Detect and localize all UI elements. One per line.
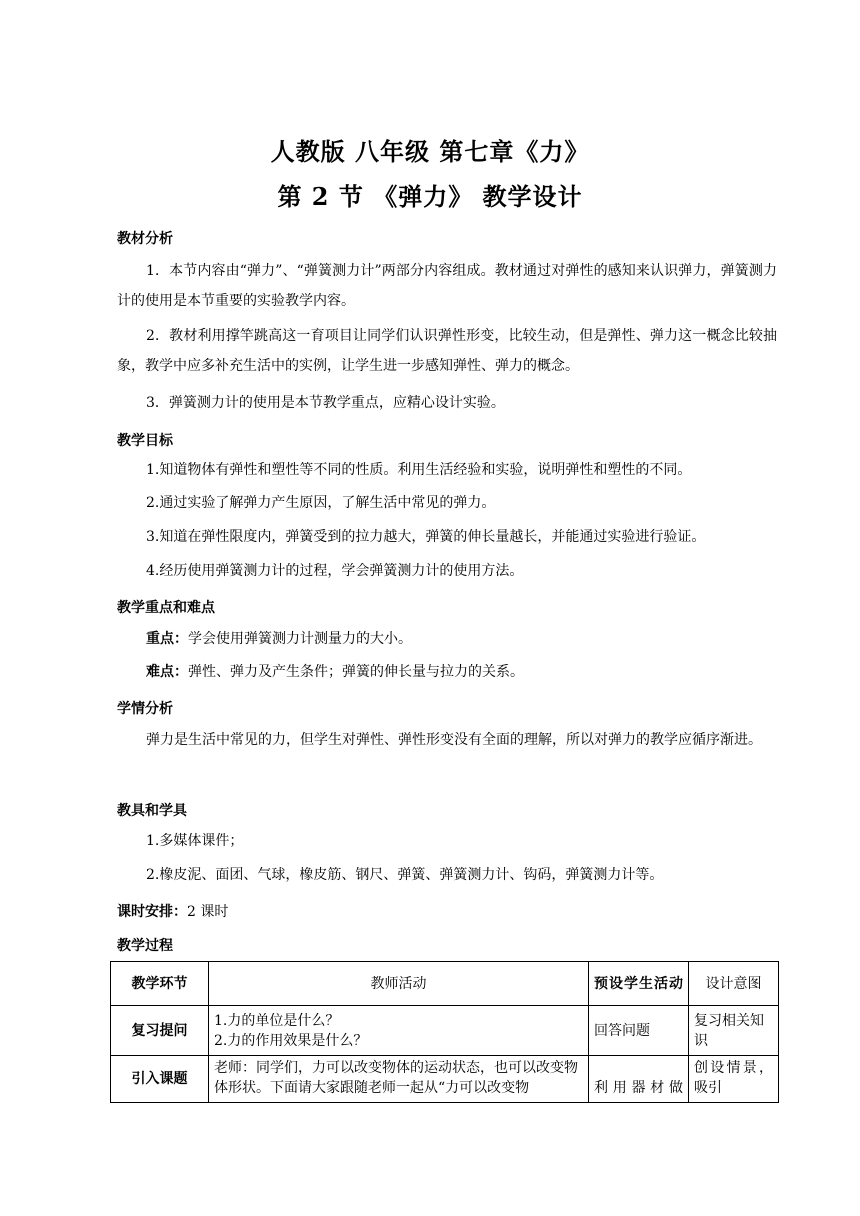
table-row bbox=[111, 1006, 779, 1056]
doc-subtitle: 第 2 节 《弹力》 教学设计 bbox=[277, 182, 583, 211]
goal-4: 4.经历使用弹簧测力计的过程，学会弹簧测力计的使用方法。 bbox=[146, 563, 524, 579]
table-row bbox=[111, 1056, 779, 1103]
row2-student: 利用器材做 bbox=[589, 1056, 689, 1103]
difficulty-text: 弹性、弹力及产生条件；弹簧的伸长量与拉力的关系。 bbox=[188, 664, 524, 680]
heading-tools: 教具和学具 bbox=[117, 803, 187, 819]
row1-teacher bbox=[209, 1006, 589, 1056]
process-table bbox=[110, 961, 779, 1103]
heading-process: 教学过程 bbox=[117, 938, 173, 954]
row1-stage: 复习提问 bbox=[111, 1006, 209, 1056]
doc-title: 人教版 八年级 第七章《力》 bbox=[270, 137, 590, 166]
heading-students: 学情分析 bbox=[117, 701, 173, 717]
heading-goals: 教学目标 bbox=[117, 433, 173, 449]
row2-intent: 创设情景，吸引 bbox=[694, 1060, 773, 1096]
schedule-label: 课时安排： bbox=[117, 904, 187, 920]
header-teacher: 教师活动 bbox=[209, 962, 589, 1006]
goal-2: 2.通过实验了解弹力产生原因，了解生活中常见的弹力。 bbox=[146, 495, 496, 511]
row2-stage: 引入课题 bbox=[111, 1056, 209, 1103]
difficulty-point bbox=[117, 657, 777, 687]
analysis-paragraph-1: 1．本节内容由“弹力”、“弹簧测力计”两部分内容组成。教材通过对弹性的感知来认识弹力，弹簧测力计的使用是本节重要的实验教学内容。 bbox=[117, 263, 777, 309]
heading-analysis: 教材分析 bbox=[117, 231, 173, 247]
heading-key-points: 教学重点和难点 bbox=[117, 600, 215, 616]
difficulty-label: 难点： bbox=[146, 664, 188, 680]
key-point-label: 重点： bbox=[146, 631, 188, 647]
goal-1: 1.知道物体有弹性和塑性等不同的性质。利用生活经验和实验，说明弹性和塑性的不同。 bbox=[146, 462, 692, 478]
header-stage: 教学环节 bbox=[111, 962, 209, 1006]
schedule bbox=[117, 897, 777, 927]
analysis-paragraph-3: 3．弹簧测力计的使用是本节教学重点，应精心设计实验。 bbox=[146, 395, 505, 411]
header-intent: 设计意图 bbox=[689, 962, 779, 1006]
analysis-paragraph-2: 2．教材利用撑竿跳高这一育项目让同学们认识弹性形变，比较生动，但是弹性、弹力这一概念比较抽象，教学中应多补充生活中的实例，让学生进一步感知弹性、弹力的概念。 bbox=[117, 328, 777, 374]
key-point bbox=[117, 624, 777, 654]
row1-teacher-line1: 1.力的单位是什么？ bbox=[214, 1012, 340, 1029]
header-student: 预设学生活动 bbox=[589, 962, 689, 1006]
key-point-text: 学会使用弹簧测力计测量力的大小。 bbox=[188, 631, 412, 647]
schedule-value: 2 课时 bbox=[187, 904, 229, 920]
tools-item-2: 2.橡皮泥、面团、气球，橡皮筋、钢尺、弹簧、弹簧测力计、钩码，弹簧测力计等。 bbox=[146, 867, 664, 883]
row1-intent: 复习相关知识 bbox=[689, 1006, 779, 1056]
tools-item-1: 1.多媒体课件； bbox=[146, 833, 244, 849]
row2-teacher-cell bbox=[209, 1056, 589, 1103]
row1-teacher-line2: 2.力的作用效果是什么？ bbox=[214, 1032, 368, 1049]
students-paragraph: 弹力是生活中常见的力，但学生对弹性、弹性形变没有全面的理解，所以对弹力的教学应循序渐进。 bbox=[146, 732, 762, 748]
row1-student: 回答问题 bbox=[589, 1006, 689, 1056]
row2-teacher: 老师：同学们，力可以改变物体的运动状态，也可以改变物体形状。下面请大家跟随老师一起从“力可以改变物 bbox=[214, 1060, 578, 1096]
row2-intent-cell bbox=[689, 1056, 779, 1103]
table-header-row bbox=[111, 962, 779, 1006]
goal-3: 3.知道在弹性限度内，弹簧受到的拉力越大，弹簧的伸长量越长，并能通过实验进行验证。 bbox=[146, 529, 706, 545]
